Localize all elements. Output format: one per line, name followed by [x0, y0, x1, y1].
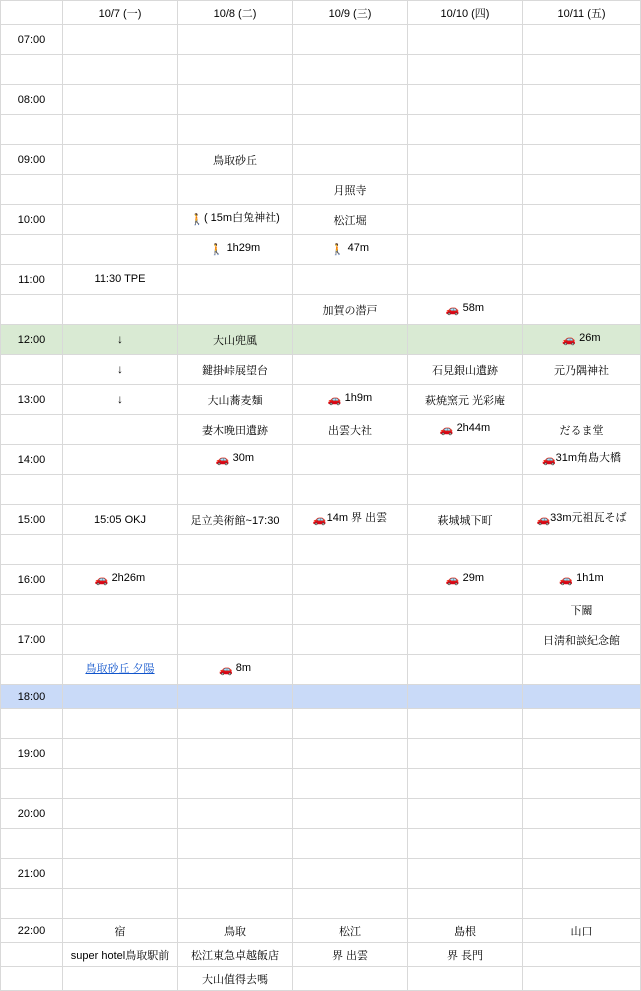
table-row [1, 355, 641, 385]
time-label-1500: 15:00 [1, 505, 63, 535]
cell-d4-1600-text: 29m [462, 572, 485, 585]
cell-d4-2130[interactable] [408, 889, 523, 919]
table-row-highlight-green [1, 325, 641, 355]
cell-d3-0930[interactable]: 月照寺 [293, 175, 408, 205]
walk-icon: 🚶 [209, 244, 224, 257]
time-label-2130 [1, 889, 63, 919]
time-label-1530 [1, 535, 63, 565]
cell-d4-1930[interactable] [408, 769, 523, 799]
lodging-hotel-d1[interactable]: super hotel鳥取駅前 [63, 943, 178, 967]
time-label-1230 [1, 355, 63, 385]
cell-d1-1830[interactable] [63, 709, 178, 739]
table-row [1, 799, 641, 829]
table-row-highlight-blue [1, 685, 641, 709]
cell-d3-1200[interactable] [293, 325, 408, 355]
lodging-hotel-d4[interactable]: 界 長門 [408, 943, 523, 967]
cell-d5-1230[interactable]: 元乃隅神社 [523, 355, 641, 385]
car-icon: 🚗 [445, 574, 460, 587]
cell-d3-1500[interactable] [293, 505, 408, 535]
cell-d5-0700[interactable] [523, 25, 641, 55]
cell-d4-1230[interactable]: 石見銀山遺跡 [408, 355, 523, 385]
cell-d1-0800[interactable] [63, 85, 178, 115]
cell-d4-0800[interactable] [408, 85, 523, 115]
table-row [1, 565, 641, 595]
cell-d2-1130[interactable] [178, 295, 293, 325]
lodging-row-note [1, 967, 641, 991]
cell-d2-1630[interactable] [178, 595, 293, 625]
cell-d2-1730-text: 8m [235, 662, 252, 675]
cell-d1-2030[interactable] [63, 829, 178, 859]
cell-d1-1100[interactable] [63, 265, 178, 295]
time-label-1430 [1, 475, 63, 505]
car-icon: 🚗 [559, 574, 574, 587]
cell-d3-1630[interactable] [293, 595, 408, 625]
cell-d2-0830[interactable] [178, 115, 293, 145]
cell-d3-1030-text: 47m [347, 242, 370, 255]
cell-d5-1900[interactable] [523, 739, 641, 769]
time-label-0700: 07:00 [1, 25, 63, 55]
time-label-1100: 11:00 [1, 265, 63, 295]
cell-d5-1500-text: 33m元祖瓦そば [550, 512, 627, 525]
cell-d4-2000[interactable] [408, 799, 523, 829]
cell-d3-2030[interactable] [293, 829, 408, 859]
lodging-hotel-d3[interactable]: 界 出雲 [293, 943, 408, 967]
cell-d1-1700[interactable] [63, 625, 178, 655]
time-label-1900: 19:00 [1, 739, 63, 769]
cell-d2-1000[interactable] [178, 205, 293, 235]
cell-d2-1230[interactable]: 鍵掛峠展望台 [178, 355, 293, 385]
table-row [1, 535, 641, 565]
table-row [1, 265, 641, 295]
cell-d2-1030-text: 1h29m [226, 242, 261, 255]
time-label-1630 [1, 595, 63, 625]
header-time-col [1, 1, 63, 25]
cell-d1-1100-text: 11:30 TPE [94, 273, 146, 286]
table-row [1, 415, 641, 445]
time-label-0830 [1, 115, 63, 145]
cell-d3-1730[interactable] [293, 655, 408, 685]
cell-d1-0700[interactable] [63, 25, 178, 55]
cell-d5-1000[interactable] [523, 205, 641, 235]
cell-d2-2000[interactable] [178, 799, 293, 829]
table-row [1, 739, 641, 769]
cell-d2-0930[interactable] [178, 175, 293, 205]
header-day-2: 10/8 (二) [178, 1, 293, 25]
car-icon: 🚗 [541, 454, 556, 467]
cell-d2-1030[interactable] [178, 235, 293, 265]
cell-d4-1100[interactable] [408, 265, 523, 295]
cell-d5-1700[interactable]: 日淸和談紀念館 [523, 625, 641, 655]
cell-d3-1500-text: 14m 界 出雲 [326, 512, 388, 525]
cell-d5-1530[interactable] [523, 535, 641, 565]
cell-d3-0830[interactable] [293, 115, 408, 145]
cell-d1-0830[interactable] [63, 115, 178, 145]
cell-d2-2030[interactable] [178, 829, 293, 859]
cell-d1-2000[interactable] [63, 799, 178, 829]
cell-d2-1700[interactable] [178, 625, 293, 655]
table-row [1, 205, 641, 235]
cell-d2-1200[interactable]: 大山兜風 [178, 325, 293, 355]
cell-d2-1400[interactable] [178, 445, 293, 475]
cell-d2-1800[interactable] [178, 685, 293, 709]
table-row [1, 385, 641, 415]
cell-d5-1600[interactable] [523, 565, 641, 595]
car-icon: 🚗 [536, 514, 551, 527]
table-row [1, 829, 641, 859]
cell-d4-0930[interactable] [408, 175, 523, 205]
cell-d4-0900[interactable] [408, 145, 523, 175]
cell-d1-0730[interactable] [63, 55, 178, 85]
cell-d5-0900[interactable] [523, 145, 641, 175]
cell-d2-1300[interactable]: 大山蕎麦麺 [178, 385, 293, 415]
cell-d4-0830[interactable] [408, 115, 523, 145]
car-icon: 🚗 [218, 664, 233, 677]
lodging-note-d3[interactable] [293, 967, 408, 991]
cell-d4-1630[interactable] [408, 595, 523, 625]
cell-d4-0700[interactable] [408, 25, 523, 55]
cell-d1-2100[interactable] [63, 859, 178, 889]
car-icon: 🚗 [562, 334, 577, 347]
cell-d5-0800[interactable] [523, 85, 641, 115]
cell-d1-1000[interactable] [63, 205, 178, 235]
time-label-1930 [1, 769, 63, 799]
cell-d4-1500[interactable]: 萩城城下町 [408, 505, 523, 535]
cell-d2-1100[interactable] [178, 265, 293, 295]
time-label-1830 [1, 709, 63, 739]
cell-d5-1200[interactable] [523, 325, 641, 355]
time-label-1300: 13:00 [1, 385, 63, 415]
time-label-1730 [1, 655, 63, 685]
time-label-0900: 09:00 [1, 145, 63, 175]
cell-d4-1830[interactable] [408, 709, 523, 739]
cell-d3-2130[interactable] [293, 889, 408, 919]
cell-d4-1800[interactable] [408, 685, 523, 709]
cell-d3-1900[interactable] [293, 739, 408, 769]
table-row [1, 769, 641, 799]
time-label-2200: 22:00 [1, 919, 63, 943]
cell-d2-1730[interactable] [178, 655, 293, 685]
cell-d3-0730[interactable] [293, 55, 408, 85]
cell-d2-0800[interactable] [178, 85, 293, 115]
cell-d1-1730[interactable] [63, 655, 178, 685]
sunset-link[interactable]: 鳥取砂丘 夕陽 [85, 663, 155, 676]
cell-d2-1000-text: ( 15m白兔神社) [203, 212, 280, 225]
car-icon: 🚗 [94, 574, 109, 587]
cell-d3-1230[interactable] [293, 355, 408, 385]
lodging-city-d5[interactable]: 山口 [523, 919, 641, 943]
cell-d5-1830[interactable] [523, 709, 641, 739]
cell-d5-0730[interactable] [523, 55, 641, 85]
table-row [1, 505, 641, 535]
lodging-hotel-d2[interactable]: 松江東急卓越飯店 [178, 943, 293, 967]
car-icon: 🚗 [439, 424, 454, 437]
header-day-1: 10/7 (一) [63, 1, 178, 25]
cell-d3-2000[interactable] [293, 799, 408, 829]
time-label-1000: 10:00 [1, 205, 63, 235]
cell-d1-1030[interactable] [63, 235, 178, 265]
cell-d4-1600[interactable] [408, 565, 523, 595]
cell-d2-0730[interactable] [178, 55, 293, 85]
table-row [1, 55, 641, 85]
time-label-2100: 21:00 [1, 859, 63, 889]
cell-d5-1100[interactable] [523, 265, 641, 295]
lodging-hotel-d5[interactable] [523, 943, 641, 967]
cell-d3-2100[interactable] [293, 859, 408, 889]
cell-d1-1430[interactable] [63, 475, 178, 505]
time-label-0730 [1, 55, 63, 85]
cell-d3-1130[interactable]: 加賀の潜戸 [293, 295, 408, 325]
cell-d1-1600-text: 2h26m [111, 572, 146, 585]
cell-d3-1430[interactable] [293, 475, 408, 505]
cell-d1-1300[interactable] [63, 385, 178, 415]
cell-d2-1930[interactable] [178, 769, 293, 799]
table-row [1, 859, 641, 889]
cell-d5-0830[interactable] [523, 115, 641, 145]
time-label-1030 [1, 235, 63, 265]
cell-d5-1730[interactable] [523, 655, 641, 685]
down-arrow-icon: ↓ [117, 391, 123, 406]
cell-d5-1130[interactable] [523, 295, 641, 325]
lodging-note-d4[interactable] [408, 967, 523, 991]
cell-d5-1630[interactable]: 下關 [523, 595, 641, 625]
table-row [1, 235, 641, 265]
cell-d5-1330[interactable]: だるま堂 [523, 415, 641, 445]
lodging-label[interactable]: 宿 [63, 919, 178, 943]
lodging-row-hotel [1, 943, 641, 967]
cell-d5-1400[interactable] [523, 445, 641, 475]
car-icon: 🚗 [445, 304, 460, 317]
time-label-0800: 08:00 [1, 85, 63, 115]
lodging-city-d3[interactable]: 松江 [293, 919, 408, 943]
table-row [1, 475, 641, 505]
cell-d5-1930[interactable] [523, 769, 641, 799]
time-label-2030 [1, 829, 63, 859]
time-label-1130 [1, 295, 63, 325]
cell-d1-1400[interactable] [63, 445, 178, 475]
table-row [1, 175, 641, 205]
cell-d5-2100[interactable] [523, 859, 641, 889]
cell-d2-1430[interactable] [178, 475, 293, 505]
cell-d1-1130[interactable] [63, 295, 178, 325]
cell-d1-1530[interactable] [63, 535, 178, 565]
cell-d4-2030[interactable] [408, 829, 523, 859]
cell-d4-2100[interactable] [408, 859, 523, 889]
cell-d2-1530[interactable] [178, 535, 293, 565]
table-row [1, 115, 641, 145]
cell-d3-1930[interactable] [293, 769, 408, 799]
cell-d5-2130[interactable] [523, 889, 641, 919]
down-arrow-icon: ↓ [117, 331, 123, 346]
table-row [1, 145, 641, 175]
cell-d4-1700[interactable] [408, 625, 523, 655]
header-day-4: 10/10 (四) [408, 1, 523, 25]
cell-d4-1530[interactable] [408, 535, 523, 565]
time-label-blank-1 [1, 943, 63, 967]
cell-d4-1730[interactable] [408, 655, 523, 685]
cell-d5-1030[interactable] [523, 235, 641, 265]
table-row [1, 655, 641, 685]
table-row [1, 709, 641, 739]
cell-d5-1800[interactable] [523, 685, 641, 709]
cell-d3-1300[interactable] [293, 385, 408, 415]
header-day-5: 10/11 (五) [523, 1, 641, 25]
cell-d2-1500[interactable]: 足立美術館~17:30 [178, 505, 293, 535]
cell-d3-0900[interactable] [293, 145, 408, 175]
cell-d3-1000[interactable]: 松江堀 [293, 205, 408, 235]
table-row [1, 595, 641, 625]
cell-d4-1430[interactable] [408, 475, 523, 505]
cell-d3-0800[interactable] [293, 85, 408, 115]
cell-d5-2030[interactable] [523, 829, 641, 859]
time-label-1600: 16:00 [1, 565, 63, 595]
cell-d4-0730[interactable] [408, 55, 523, 85]
cell-d1-1600[interactable] [63, 565, 178, 595]
cell-d4-1900[interactable] [408, 739, 523, 769]
cell-d5-0930[interactable] [523, 175, 641, 205]
time-label-1400: 14:00 [1, 445, 63, 475]
cell-d3-1400[interactable] [293, 445, 408, 475]
cell-d1-1500[interactable]: 15:05 OKJ [63, 505, 178, 535]
lodging-city-d4[interactable]: 島根 [408, 919, 523, 943]
cell-d3-1600[interactable] [293, 565, 408, 595]
cell-d2-1400-text: 30m [232, 452, 255, 465]
time-label-1700: 17:00 [1, 625, 63, 655]
lodging-row-city [1, 919, 641, 943]
header-day-3: 10/9 (三) [293, 1, 408, 25]
cell-d4-1200[interactable] [408, 325, 523, 355]
cell-d5-1500[interactable] [523, 505, 641, 535]
cell-d3-1800[interactable] [293, 685, 408, 709]
cell-d5-1400-text: 31m角島大橋 [555, 452, 622, 465]
cell-d1-0930[interactable] [63, 175, 178, 205]
cell-d3-1030[interactable] [293, 235, 408, 265]
lodging-city-d2[interactable]: 鳥取 [178, 919, 293, 943]
cell-d2-0700[interactable] [178, 25, 293, 55]
cell-d2-2130[interactable] [178, 889, 293, 919]
cell-d2-0900[interactable]: 鳥取砂丘 [178, 145, 293, 175]
time-label-1200: 12:00 [1, 325, 63, 355]
table-row [1, 889, 641, 919]
cell-d1-0900[interactable] [63, 145, 178, 175]
table-row [1, 295, 641, 325]
cell-d4-1400[interactable] [408, 445, 523, 475]
cell-d2-1900[interactable] [178, 739, 293, 769]
cell-d2-1600[interactable] [178, 565, 293, 595]
lodging-note-d5[interactable] [523, 967, 641, 991]
table-header-row [1, 1, 641, 25]
time-label-1330 [1, 415, 63, 445]
table-row [1, 85, 641, 115]
cell-d4-1130[interactable] [408, 295, 523, 325]
car-icon: 🚗 [215, 454, 230, 467]
time-label-0930 [1, 175, 63, 205]
lodging-note-d2[interactable]: 大山值得去嗎 [178, 967, 293, 991]
cell-d5-2000[interactable] [523, 799, 641, 829]
car-icon: 🚗 [312, 514, 327, 527]
cell-d3-1530[interactable] [293, 535, 408, 565]
cell-d1-1800[interactable] [63, 685, 178, 709]
cell-d1-1900[interactable] [63, 739, 178, 769]
cell-d3-1100[interactable] [293, 265, 408, 295]
time-label-1800: 18:00 [1, 685, 63, 709]
cell-d3-0700[interactable] [293, 25, 408, 55]
table-row [1, 445, 641, 475]
table-row [1, 25, 641, 55]
cell-d4-1300[interactable]: 萩焼窯元 光彩庵 [408, 385, 523, 415]
walk-icon: 🚶 [330, 244, 345, 257]
cell-d1-2130[interactable] [63, 889, 178, 919]
cell-d2-1330[interactable]: 妻木晚田遺跡 [178, 415, 293, 445]
cell-d4-1330-text: 2h44m [456, 422, 491, 435]
down-arrow-icon: ↓ [117, 361, 123, 376]
cell-d1-1330[interactable] [63, 415, 178, 445]
cell-d2-2100[interactable] [178, 859, 293, 889]
cell-d4-1030[interactable] [408, 235, 523, 265]
cell-d5-1600-text: 1h1m [576, 572, 604, 585]
cell-d1-1930[interactable] [63, 769, 178, 799]
cell-d1-1230[interactable] [63, 355, 178, 385]
cell-d3-1700[interactable] [293, 625, 408, 655]
walk-icon: 🚶 [190, 214, 204, 227]
time-label-2000: 20:00 [1, 799, 63, 829]
lodging-note-d1[interactable] [63, 967, 178, 991]
cell-d3-1330[interactable]: 出雲大社 [293, 415, 408, 445]
cell-d5-1300[interactable] [523, 385, 641, 415]
cell-d3-1830[interactable] [293, 709, 408, 739]
cell-d5-1200-text: 26m [579, 332, 601, 345]
time-label-blank-2 [1, 967, 63, 991]
cell-d5-1430[interactable] [523, 475, 641, 505]
cell-d1-1630[interactable] [63, 595, 178, 625]
cell-d3-1300-text: 1h9m [344, 392, 373, 405]
car-icon: 🚗 [327, 394, 342, 407]
cell-d4-1000[interactable] [408, 205, 523, 235]
table-row [1, 625, 641, 655]
cell-d4-1330[interactable] [408, 415, 523, 445]
cell-d2-1830[interactable] [178, 709, 293, 739]
cell-d4-1130-text: 58m [462, 302, 485, 315]
cell-d1-1200[interactable] [63, 325, 178, 355]
